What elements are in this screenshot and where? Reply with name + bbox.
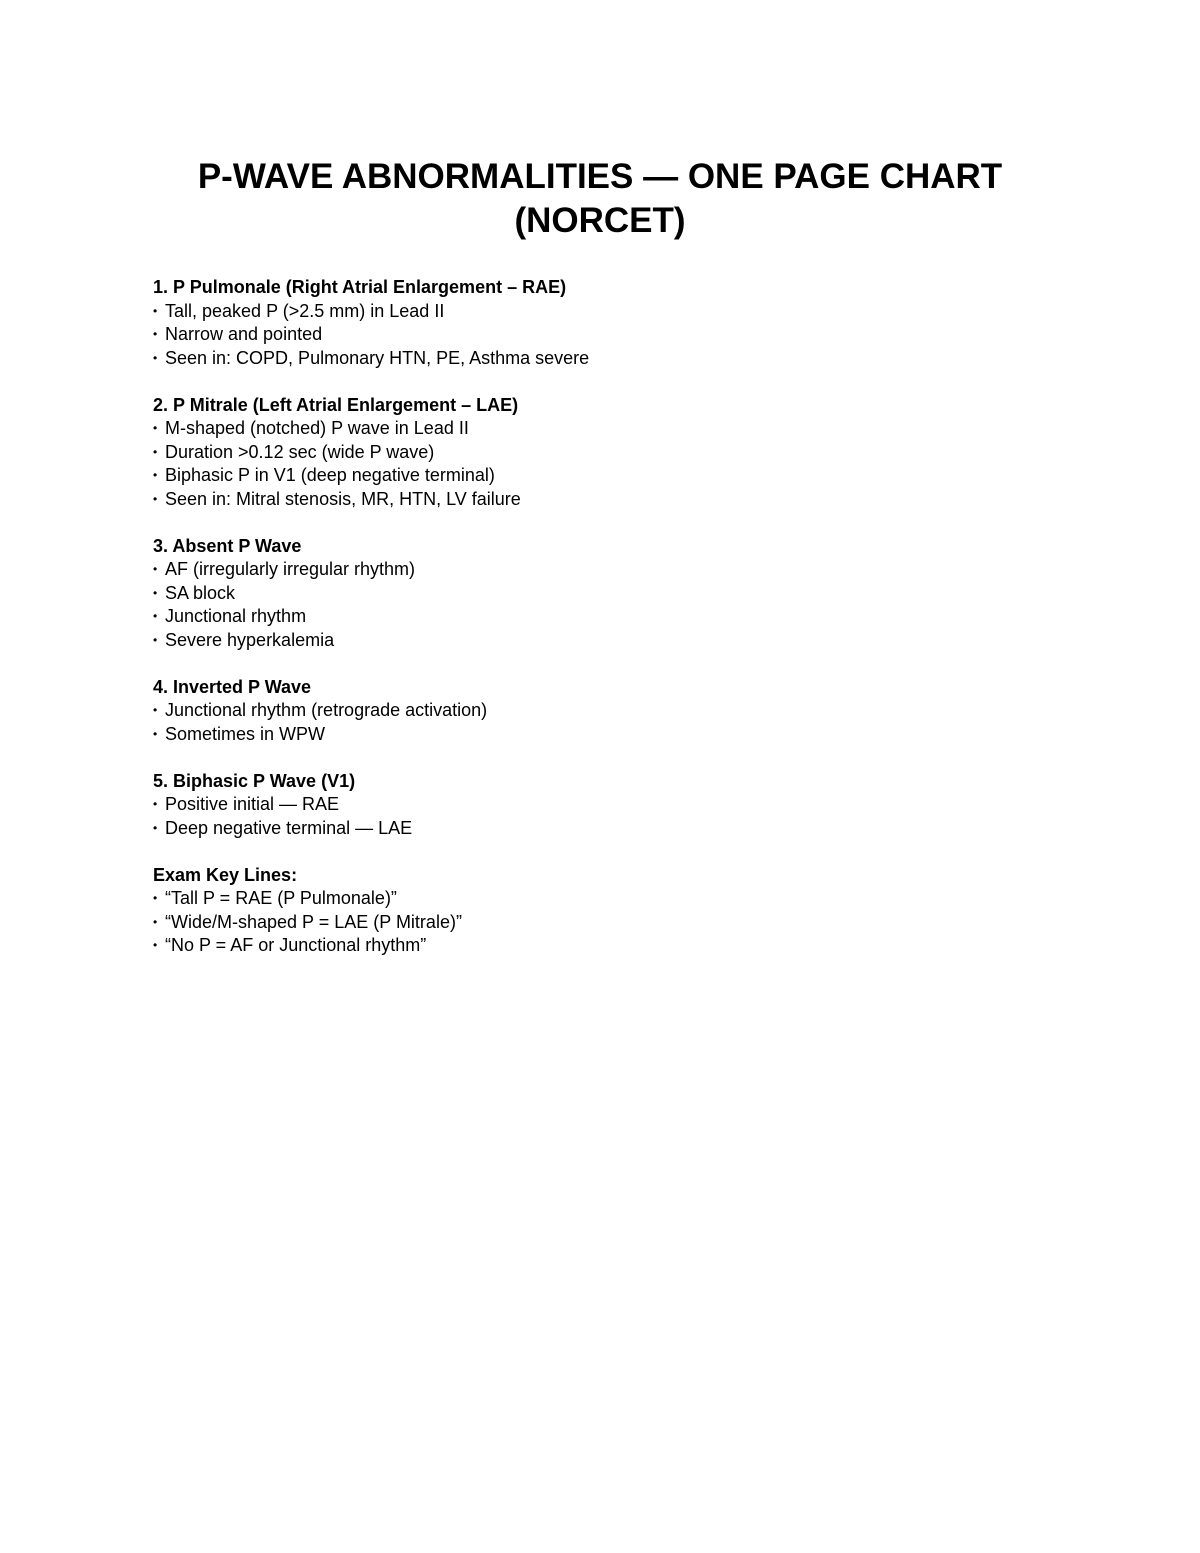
section-p-pulmonale: [153, 276, 1053, 370]
section-heading: 2. P Mitrale (Left Atrial Enlargement – LAE): [153, 394, 519, 415]
bullet-item: • Deep negative terminal — LAE: [153, 817, 1053, 841]
bullet-item: • Junctional rhythm: [153, 605, 1053, 629]
bullet-list: [153, 793, 1053, 840]
page-title-line-1: P-WAVE ABNORMALITIES — ONE PAGE CHART: [197, 157, 1003, 196]
section-heading: 1. P Pulmonale (Right Atrial Enlargement – RAE): [153, 277, 567, 297]
bullet-item: • Severe hyperkalemia: [153, 629, 1053, 653]
bullet-list: [153, 699, 1053, 746]
bullet-item: • AF (irregularly irregular rhythm): [153, 558, 1053, 582]
bullet-list: [153, 558, 1053, 652]
bullet-item: • Sometimes in WPW: [153, 723, 1053, 747]
section-biphasic-p-wave: [153, 770, 1053, 841]
bullet-list: [153, 300, 1053, 371]
bullet-item: • Biphasic P in V1 (deep negative terminal): [153, 464, 1053, 488]
bullet-item: • Positive initial — RAE: [153, 793, 1053, 817]
bullet-item: • “Tall P = RAE (P Pulmonale)”: [153, 887, 1053, 911]
bullet-item: • Seen in: COPD, Pulmonary HTN, PE, Asthma severe: [153, 347, 1053, 371]
page-title: [0, 155, 1200, 243]
bullet-item: • “No P = AF or Junctional rhythm”: [153, 934, 1053, 958]
bullet-list: [153, 417, 1053, 511]
bullet-item: • Duration >0.12 sec (wide P wave): [153, 441, 1053, 465]
bullet-item: • M-shaped (notched) P wave in Lead II: [153, 417, 1053, 441]
page-title-line-2: (NORCET): [514, 201, 686, 240]
section-p-mitrale: [153, 394, 1053, 512]
bullet-item: • Junctional rhythm (retrograde activation): [153, 699, 1053, 723]
section-exam-key-lines: [153, 864, 1053, 958]
section-heading: Exam Key Lines:: [153, 864, 298, 885]
bullet-item: • Narrow and pointed: [153, 323, 1053, 347]
chart-content: [153, 276, 1053, 981]
section-heading: 3. Absent P Wave: [153, 535, 302, 556]
section-heading: 5. Biphasic P Wave (V1): [153, 770, 356, 791]
bullet-list: [153, 887, 1053, 958]
bullet-item: • “Wide/M-shaped P = LAE (P Mitrale)”: [153, 911, 1053, 935]
bullet-item: • Tall, peaked P (>2.5 mm) in Lead II: [153, 300, 1053, 324]
bullet-item: • SA block: [153, 582, 1053, 606]
section-inverted-p-wave: [153, 676, 1053, 747]
section-heading: 4. Inverted P Wave: [153, 676, 312, 697]
bullet-item: • Seen in: Mitral stenosis, MR, HTN, LV failure: [153, 488, 1053, 512]
section-absent-p-wave: [153, 535, 1053, 653]
